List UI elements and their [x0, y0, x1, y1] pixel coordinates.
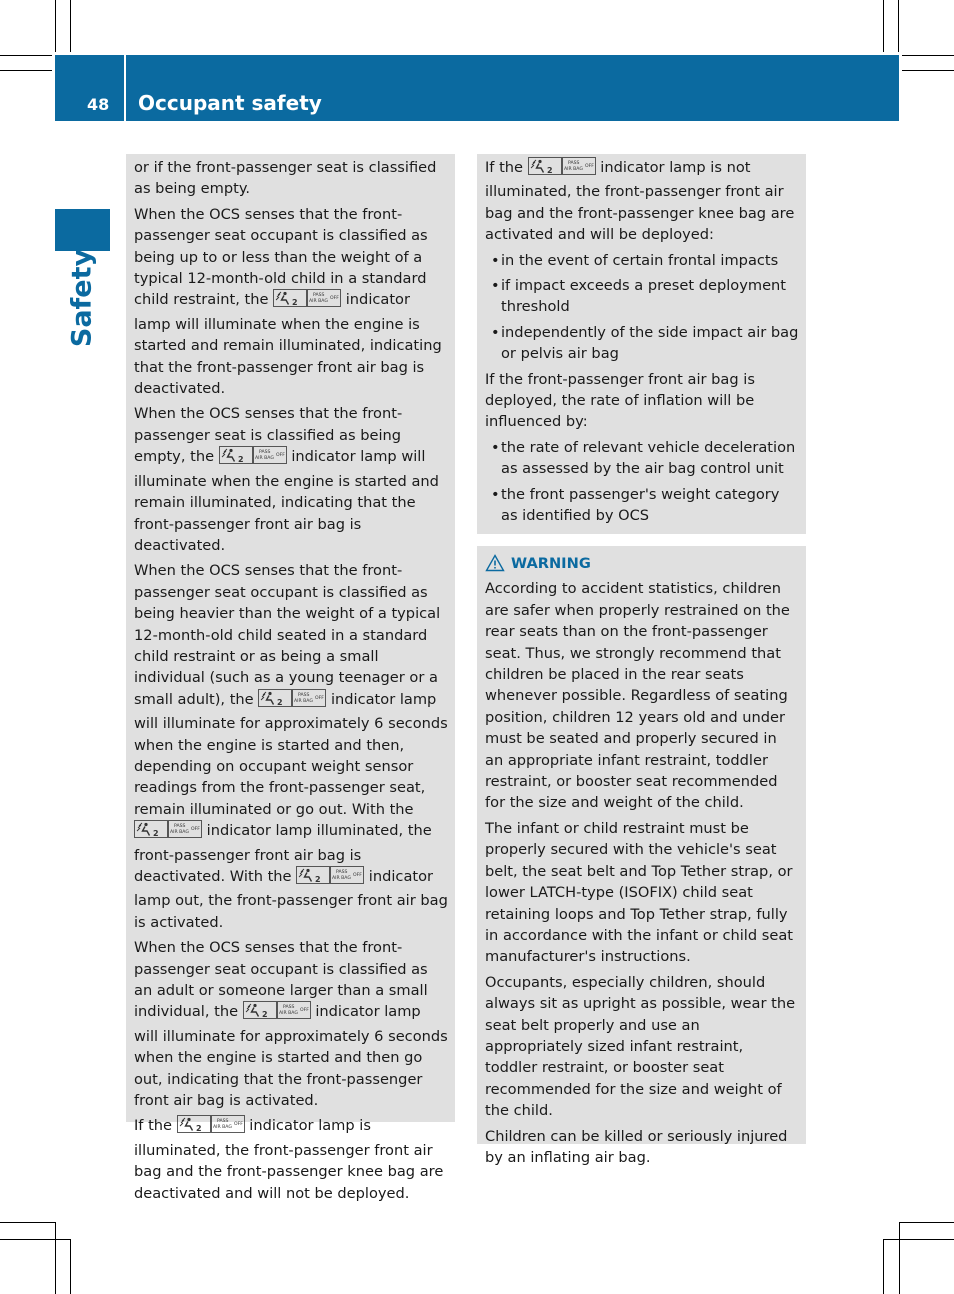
side-tab-marker — [55, 209, 110, 251]
paragraph-text: indicator lamp will illuminate for approximately 6 seconds when the engine is started and then, depending on occupant weight sensor readings from the front-passenger seat, remain illuminated or go out. With the — [134, 690, 448, 818]
warning-title: WARNING — [511, 555, 591, 572]
crop-mark — [55, 1222, 56, 1294]
pass-airbag-off-lamp-icon — [292, 689, 326, 713]
bullet-list — [485, 250, 799, 365]
airbag-passenger-symbol-icon — [528, 157, 562, 181]
paragraph-text: When the OCS senses that the front-passenger seat is classified as being empty, the — [134, 405, 403, 466]
airbag-passenger-symbol-icon — [243, 1001, 277, 1025]
paragraph-text: indicator lamp will illuminate when the engine is started and remain illuminated, indicating that the front-passenger front air bag is deactivated. — [134, 291, 442, 398]
airbag-passenger-symbol-icon — [258, 689, 292, 713]
warning-triangle-icon — [485, 554, 505, 572]
paragraph — [134, 560, 448, 933]
pass-airbag-off-lamp-icon — [253, 446, 287, 470]
bullet-list — [485, 437, 799, 527]
paragraph-text: indicator lamp will illuminate when the engine is started and remain illuminated, indicating that the front-passenger front air bag is deactivated. — [134, 448, 439, 554]
crop-mark — [902, 70, 954, 71]
pass-airbag-off-lamp-icon — [562, 157, 596, 181]
crop-mark — [899, 1222, 900, 1294]
paragraph-text: If the — [134, 1117, 177, 1135]
paragraph-text: indicator lamp illuminated, the front-passenger front air bag is deactivated. With the — [134, 822, 432, 885]
airbag-passenger-symbol-icon — [219, 446, 253, 470]
paragraph-text: indicator lamp out, the front-passenger front air bag is activated. — [134, 868, 448, 931]
paragraph — [134, 403, 448, 556]
airbag-passenger-symbol-icon — [296, 866, 330, 890]
paragraph — [134, 1115, 448, 1204]
crop-mark — [883, 0, 884, 52]
crop-mark — [0, 55, 52, 56]
page-number: 48 — [87, 95, 110, 114]
paragraph-text: or if the front-passenger seat is classified as being empty. — [134, 159, 437, 198]
pass-airbag-off-lamp-icon — [211, 1115, 245, 1139]
airbag-passenger-symbol-icon — [177, 1115, 211, 1139]
pass-airbag-off-lamp-icon — [330, 866, 364, 890]
paragraph-text: indicator lamp is not illuminated, the front-passenger front air bag and the front-passenger knee bag are activated and will be deployed: — [485, 159, 795, 244]
crop-mark — [899, 1222, 954, 1223]
list-item: • independently of the side impact air bag or pelvis air bag — [485, 322, 799, 365]
warning-heading — [485, 553, 799, 574]
crop-mark — [898, 0, 899, 52]
crop-mark — [883, 1239, 884, 1294]
list-item: • the front passenger's weight category as identified by OCS — [485, 484, 799, 527]
paragraph: Children can be killed or seriously injured by an inflating air bag. — [485, 1127, 788, 1166]
crop-mark — [70, 1239, 71, 1294]
paragraph — [134, 204, 448, 400]
paragraph-text: indicator lamp is illuminated, the front-passenger front air bag and the front-passenger knee bag are deactivated and will not be deployed. — [134, 1117, 444, 1202]
crop-mark — [0, 1239, 70, 1240]
right-info-box — [477, 154, 806, 534]
paragraph — [485, 157, 799, 246]
paragraph: Occupants, especially children, should always sit as upright as possible, wear the seat belt properly and use an appropriately sized infant restraint, toddler restraint, or booster seat recommended for the size and weight of the child. — [485, 973, 796, 1120]
crop-mark — [0, 1222, 55, 1223]
airbag-passenger-symbol-icon — [273, 289, 307, 313]
paragraph — [485, 369, 799, 433]
pass-airbag-off-lamp-icon — [168, 820, 202, 844]
list-item: • the rate of relevant vehicle deceleration as assessed by the air bag control unit — [485, 437, 799, 480]
pass-airbag-off-lamp-icon — [307, 289, 341, 313]
crop-mark — [70, 0, 71, 52]
section-title: Occupant safety — [138, 91, 322, 115]
paragraph-text: When the OCS senses that the front-passenger seat occupant is classified as being heavier than the weight of a typical 12-month-old child seated in a standard child restraint or as being a small individual (such as a young teenager or a small adult), the — [134, 562, 441, 708]
paragraph — [134, 937, 448, 1111]
paragraph-text: When the OCS senses that the front-passenger seat occupant is classified as being up to or less than the weight of a typical 12-month-old child in a standard child restraint, the — [134, 205, 428, 309]
pass-airbag-off-lamp-icon — [277, 1001, 311, 1025]
paragraph — [134, 157, 448, 200]
list-item: • if impact exceeds a preset deployment threshold — [485, 275, 799, 318]
paragraph: According to accident statistics, children are safer when properly restrained on the rear seats than on the front-passenger seat. Thus, we strongly recommend that children be placed in the rear seats whenever possible. Regardless of seating position, children 12 years old and under must be seated and properly secured in an appropriate infant restraint, toddler restraint, or booster seat recommended for the size and weight of the child. — [485, 580, 790, 812]
paragraph-text: If the front-passenger front air bag is deployed, the rate of inflation will be influenced by: — [485, 370, 755, 431]
airbag-passenger-symbol-icon — [134, 820, 168, 844]
paragraph: The infant or child restraint must be properly secured with the vehicle's seat belt, the seat belt and Top Tether strap, or lower LATCH-type (ISOFIX) child seat retaining loops and Top Tether strap, fully in accordance with the infant or child seat manufacturer's instructions. — [485, 819, 793, 966]
paragraph-text: When the OCS senses that the front-passenger seat occupant is classified as an adult or someone larger than a small individual, the — [134, 939, 428, 1021]
crop-mark — [902, 55, 954, 56]
paragraph-text: If the — [485, 159, 528, 176]
left-info-box — [126, 154, 455, 1202]
list-item: • in the event of certain frontal impacts — [485, 250, 799, 271]
warning-box — [477, 546, 806, 1166]
crop-mark — [0, 70, 52, 71]
paragraph-text: indicator lamp will illuminate for approximately 6 seconds when the engine is started and then go out, indicating that the front-passenger front air bag is activated. — [134, 1003, 448, 1110]
crop-mark — [883, 1239, 954, 1240]
header-divider — [124, 55, 126, 121]
side-tab-label: Safety — [66, 248, 98, 348]
crop-mark — [55, 0, 56, 52]
